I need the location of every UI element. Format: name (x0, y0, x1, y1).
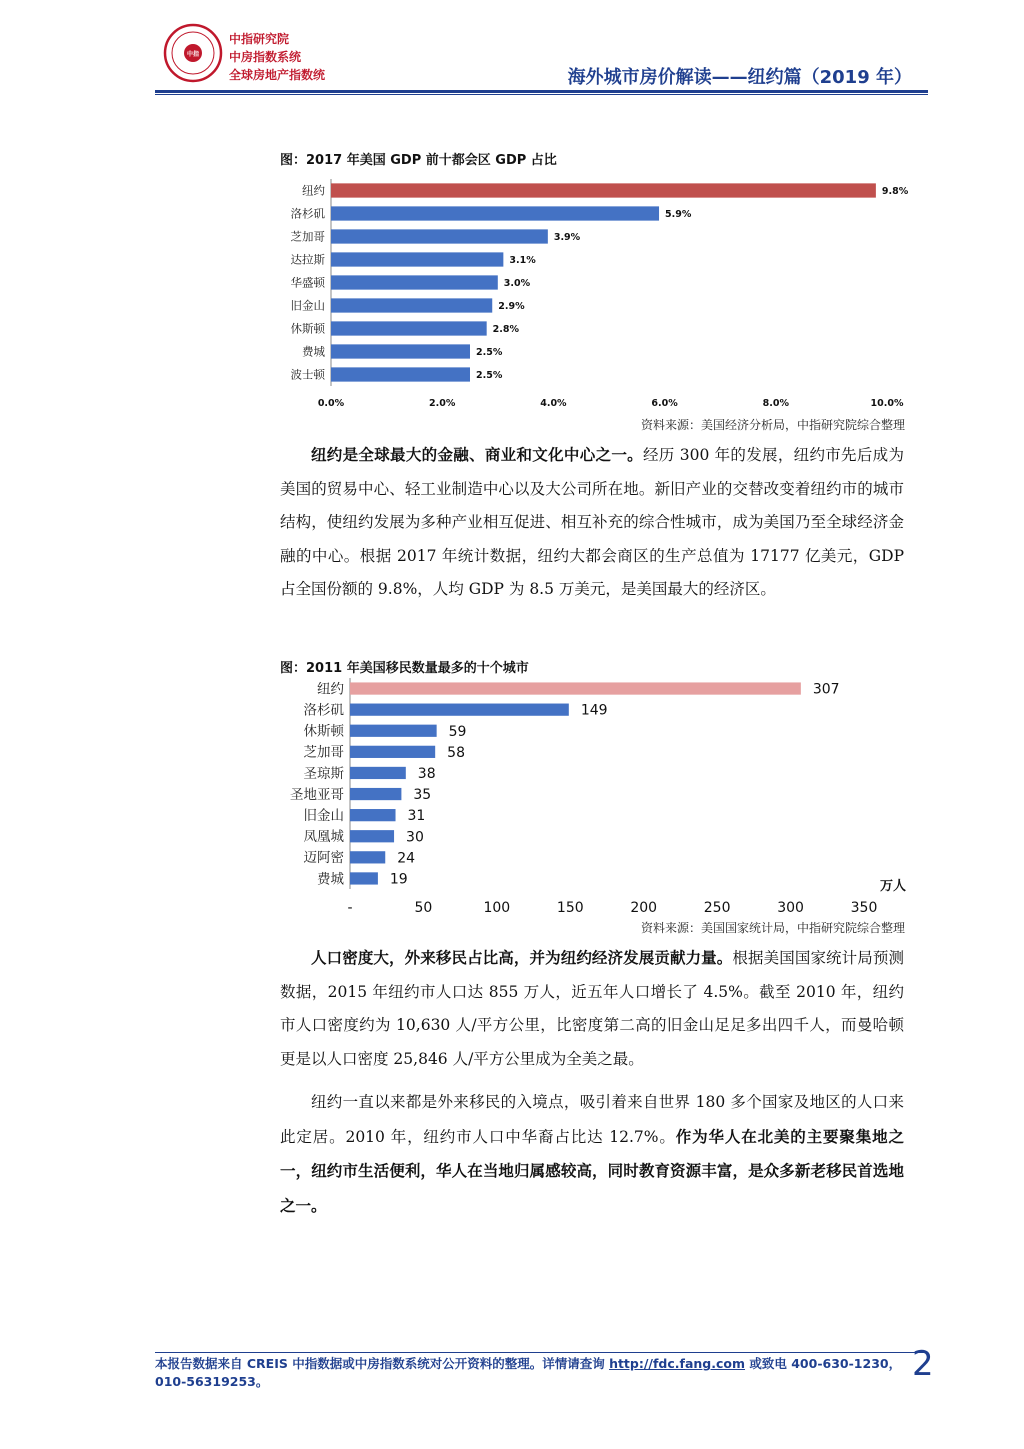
x-tick-label: 300 (777, 900, 804, 916)
bar-3 (350, 725, 437, 737)
bar-2 (331, 206, 659, 220)
data-label: 24 (397, 850, 416, 867)
x-tick-label: 50 (414, 900, 433, 916)
document-title: 海外城市房价解读——纽约篇（2019 年） (567, 67, 912, 88)
paragraph-nyc-economy (280, 438, 904, 607)
data-label: 3.0% (503, 277, 531, 289)
data-label: 9.8% (881, 185, 909, 197)
bar-8 (350, 830, 394, 842)
footer-disclaimer (155, 1355, 905, 1391)
data-label: 31 (407, 808, 426, 825)
bar-9 (331, 367, 470, 381)
paragraph-3-conclusion: 作为华人在北美的主要聚集地之一，纽约市生活便利，华人在当地归属感较高，同时教育资源丰富，是众多新老移民首选地之一。 (280, 1126, 904, 1215)
x-tick-label: 150 (556, 900, 584, 916)
bar-6 (350, 788, 401, 800)
footer-text-before: 本报告数据来自 CREIS 中指数据或中房指数系统对公开资料的整理。详情请查询 (155, 1356, 610, 1371)
category-label: 圣琼斯 (303, 765, 344, 782)
bar-1 (350, 682, 801, 694)
data-label: 2.8% (492, 323, 520, 335)
category-label: 达拉斯 (290, 252, 325, 267)
figure-2-caption: 图：2011 年美国移民数量最多的十个城市 (280, 661, 529, 676)
data-label: 3.1% (509, 254, 536, 266)
data-label: 58 (447, 744, 466, 761)
x-tick-label: 350 (850, 900, 878, 916)
paragraph-2-lead: 人口密度大，外来移民占比高，并为纽约经济发展贡献力量。 (311, 948, 733, 967)
data-label: 2.9% (498, 300, 525, 312)
paragraph-population-density (280, 941, 904, 1076)
bar-8 (331, 344, 470, 358)
x-tick-label: 2.0% (429, 398, 456, 409)
data-label: 2.5% (476, 369, 503, 381)
gdp-share-bar-chart (270, 175, 920, 415)
category-label: 旧金山 (303, 808, 344, 825)
category-label: 旧金山 (290, 298, 325, 313)
data-label: 149 (580, 702, 608, 719)
category-label: 费城 (302, 344, 325, 359)
header-divider (155, 90, 928, 93)
category-label: 迈阿密 (303, 850, 344, 867)
paragraph-2-body: 根据美国国家统计局预测数据，2015 年纽约市人口达 855 万人，近五年人口增长了 4.5%。截至 2010 年，纽约市人口密度约为 10,630 人/平方公里，比密度第二高的旧金山足足多出四千人，而曼哈顿更是以人口密度 25,846 人/平方公里成为全美之最。 (280, 949, 904, 1068)
data-label: 19 (389, 871, 408, 888)
category-label: 洛杉矶 (290, 206, 325, 221)
data-label: 2.5% (476, 346, 503, 358)
header-divider-thin (155, 94, 928, 95)
figure-1-source: 资料来源：美国经济分析局，中指研究院综合整理 (640, 418, 905, 432)
bar-5 (350, 767, 406, 779)
bar-1 (331, 183, 876, 197)
bar-6 (331, 298, 492, 312)
category-label: 纽约 (317, 681, 344, 698)
category-label: 休斯顿 (303, 723, 344, 740)
bar-2 (350, 704, 569, 716)
page-number: 2 (912, 1344, 934, 1384)
category-label: 洛杉矶 (303, 702, 344, 719)
x-tick-label: 250 (703, 900, 731, 916)
x-tick-label: - (347, 900, 353, 916)
x-tick-label: 8.0% (762, 398, 789, 409)
bar-3 (331, 229, 548, 243)
figure-2-source: 资料来源：美国国家统计局，中指研究院综合整理 (640, 921, 905, 935)
paragraph-immigrants (280, 1086, 904, 1223)
bar-10 (350, 872, 378, 884)
category-label: 波士顿 (290, 367, 325, 382)
x-tick-label: 0.0% (317, 398, 345, 409)
org-name-line-3: 全球房地产指数统 (229, 68, 326, 82)
logo-text: 中指 (186, 51, 200, 58)
category-label: 凤凰城 (303, 829, 344, 846)
bar-9 (350, 851, 385, 863)
data-label: 307 (812, 681, 840, 698)
category-label: 芝加哥 (290, 229, 325, 244)
x-tick-label: 6.0% (651, 398, 678, 409)
x-tick-label: 4.0% (540, 398, 567, 409)
data-label: 35 (413, 787, 432, 804)
category-label: 纽约 (302, 183, 325, 198)
footer-text-after: 或致电 400-630-1230，010-56319253。 (155, 1356, 902, 1389)
data-label: 38 (417, 765, 436, 782)
data-label: 59 (448, 723, 467, 740)
data-label: 30 (406, 829, 424, 846)
category-label: 芝加哥 (303, 744, 344, 761)
org-name-line-2: 中房指数系统 (229, 50, 302, 64)
paragraph-1-body: 经历 300 年的发展，纽约市先后成为美国的贸易中心、轻工业制造中心以及大公司所在地。新旧产业的交替改变着纽约市的城市结构，使纽约发展为多种产业相互促进、相互补充的综合性城市，成为美国乃至全球经济金融的中心。根据 2017 年统计数据，纽约大都会商区的生产总值为 17177 亿美元，GDP 占全国份额的 9.8%，人均 GDP 为 8.5 万美元，是美国最大的经济区。 (280, 446, 904, 599)
x-tick-label: 200 (630, 900, 658, 916)
bar-5 (331, 275, 498, 289)
category-label: 华盛顿 (290, 275, 325, 290)
footer-divider (155, 1352, 928, 1353)
footer-website-link[interactable]: http://fdc.fang.com (609, 1356, 746, 1371)
category-label: 圣地亚哥 (290, 786, 344, 803)
unit-label: 万人 (880, 879, 907, 894)
bar-4 (350, 746, 435, 758)
immigrant-count-bar-chart (270, 677, 920, 920)
org-name-line-1: 中指研究院 (229, 32, 290, 46)
bar-7 (331, 321, 487, 335)
x-tick-label: 10.0% (870, 398, 904, 409)
category-label: 费城 (317, 871, 344, 888)
category-label: 休斯顿 (290, 321, 325, 336)
bar-4 (331, 252, 503, 266)
paragraph-3-body: 纽约一直以来都是外来移民的入境点，吸引着来自世界 180 多个国家及地区的人口来此定居。2010 年，纽约市人口中华裔占比达 12.7%。 (280, 1093, 904, 1146)
data-label: 5.9% (665, 208, 692, 220)
x-tick-label: 100 (483, 900, 511, 916)
paragraph-1-lead: 纽约是全球最大的金融、商业和文化中心之一。 (311, 445, 643, 464)
academy-logo (163, 23, 223, 83)
data-label: 3.9% (553, 231, 581, 243)
bar-7 (350, 809, 396, 821)
figure-1-caption: 图：2017 年美国 GDP 前十都会区 GDP 占比 (280, 153, 557, 168)
